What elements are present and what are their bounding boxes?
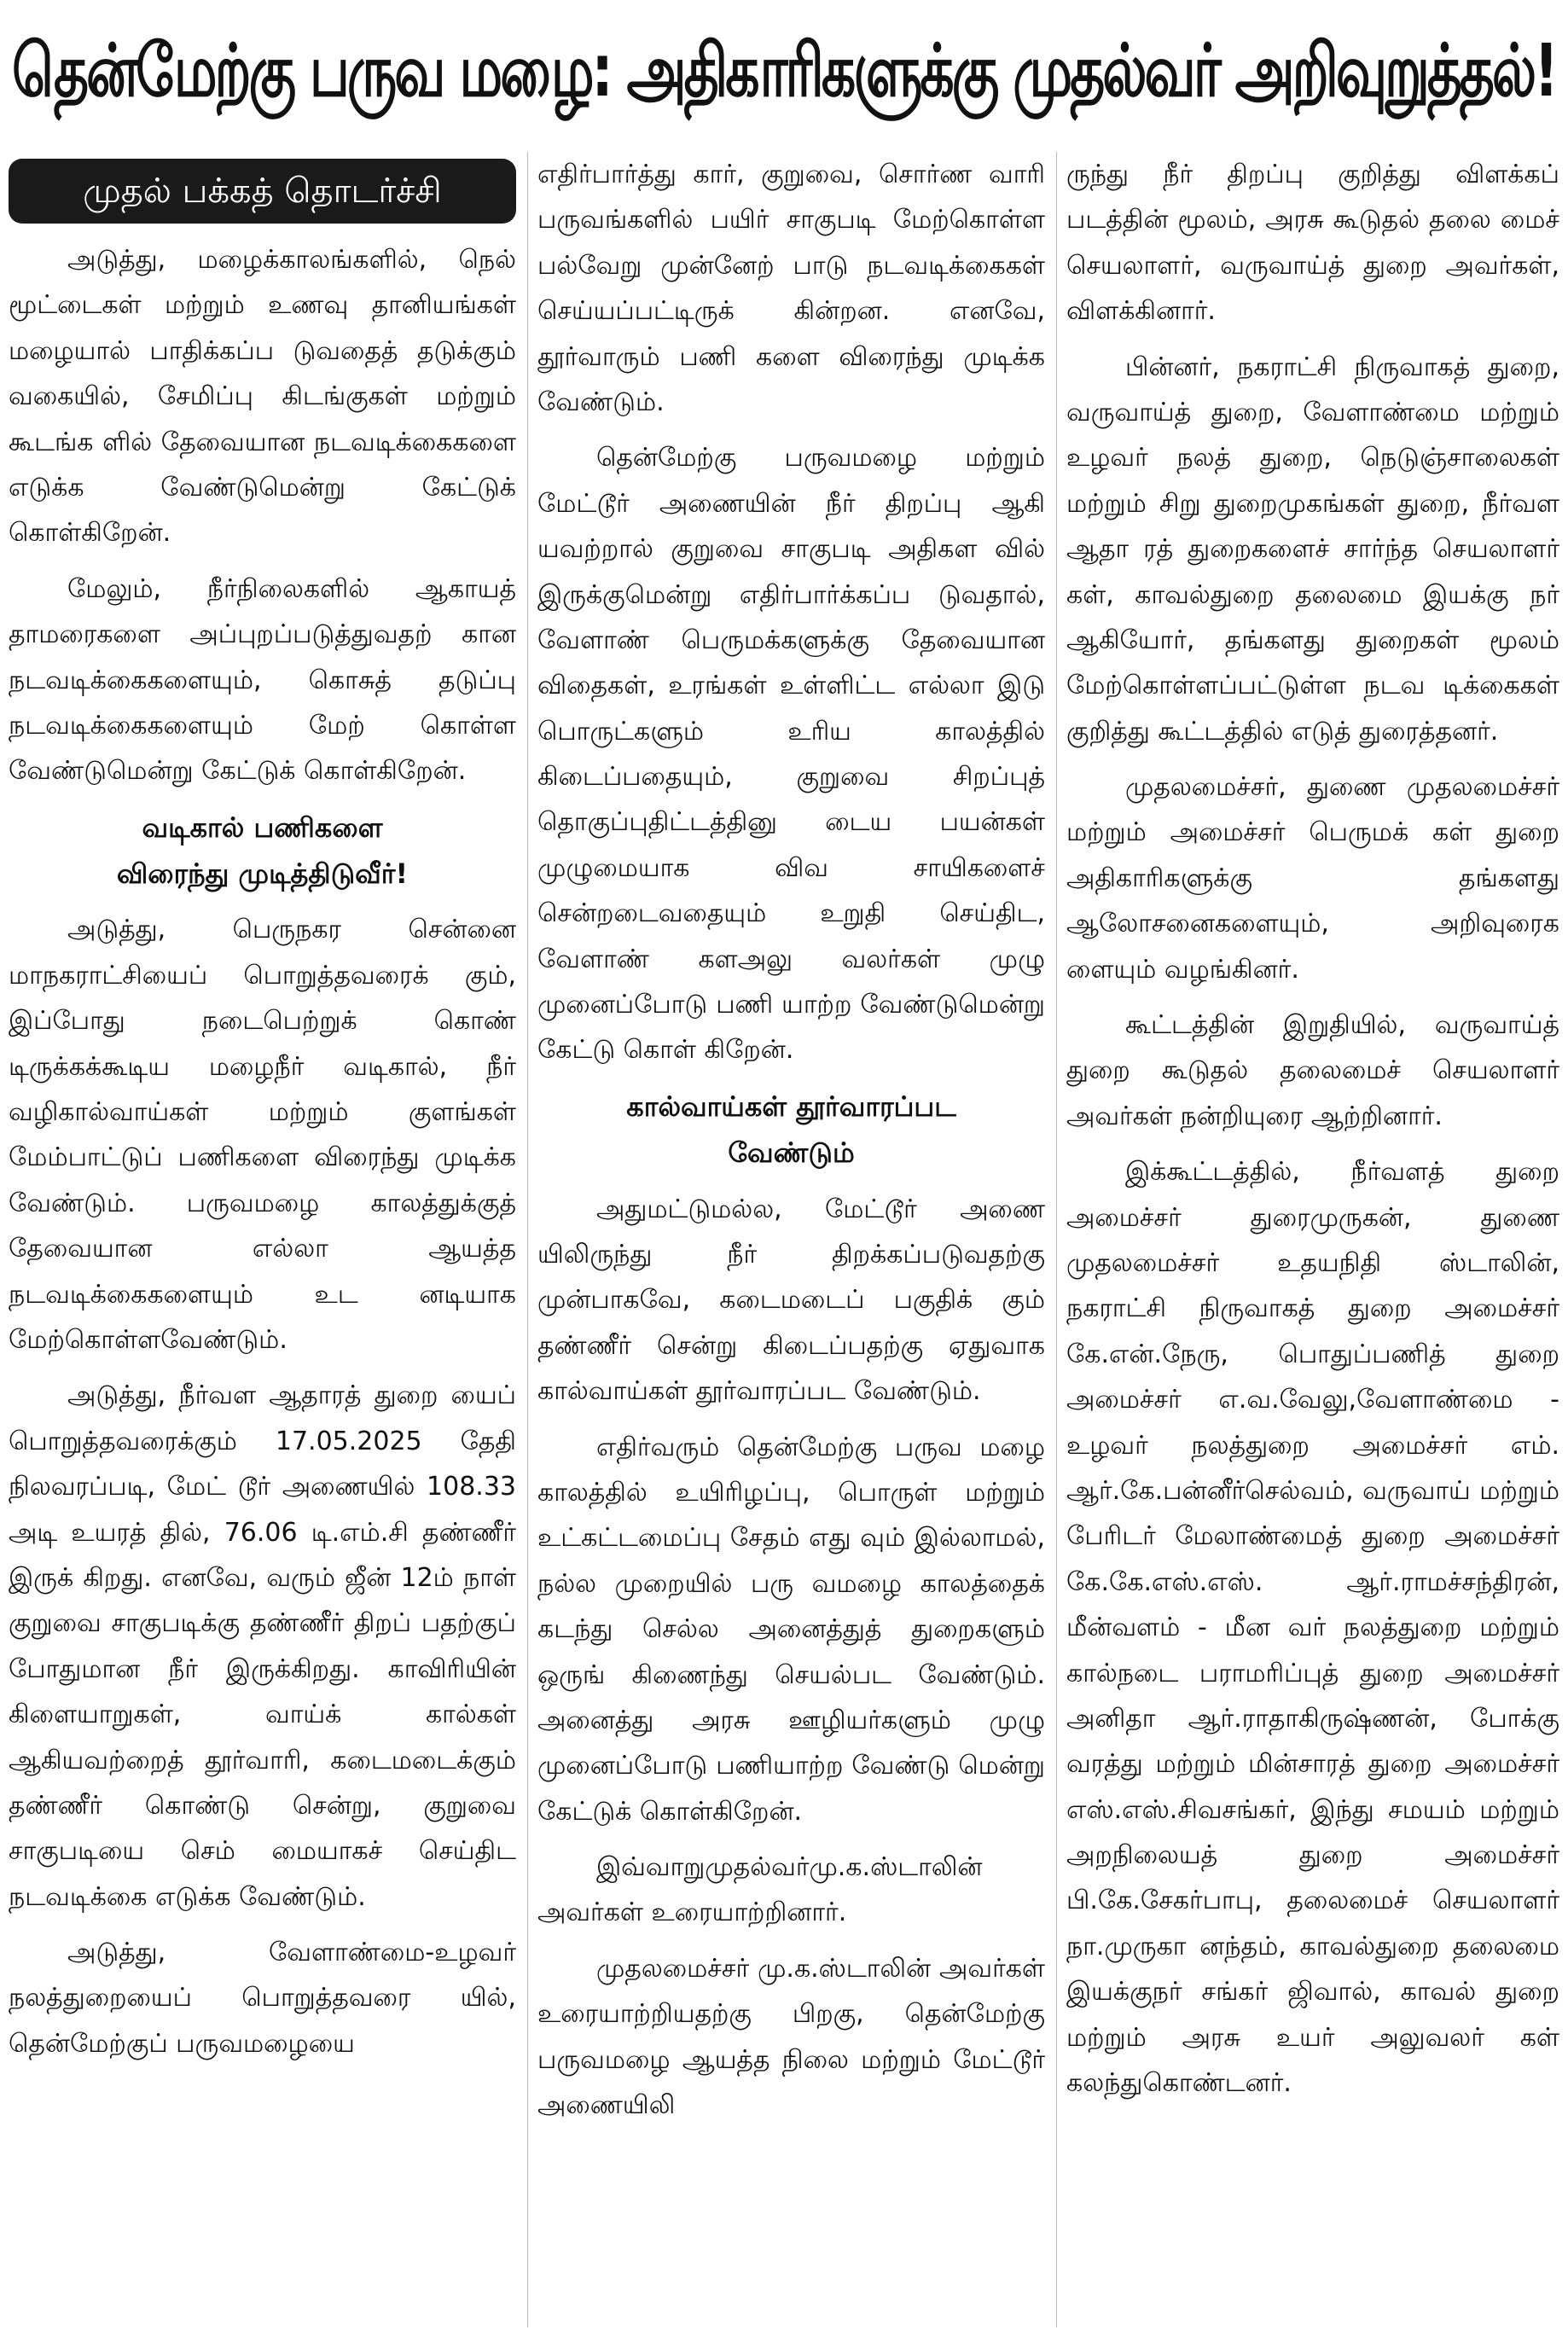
paragraph: அடுத்து, பெருநகர சென்னை மாநகராட்சியைப் பொறுத்தவரைக் கும், இப்போது நடைபெற்றுக் கொண் டிருக்கக்கூடிய மழைநீர் வடிகால், நீர் வழிகால்வாய்கள் மற்றும் குளங்கள் மேம்பாட்டுப் பணிகளை விரைந்து முடிக்க வேண்டும். பருவமழை காலத்துக்குத் தேவையான எல்லா ஆயத்த நடவடிக்கைகளையும் உட னடியாக மேற்கொள்ளவேண்டும். bbox=[9, 915, 516, 1355]
column-divider bbox=[527, 152, 528, 2327]
article-columns bbox=[9, 152, 1559, 2327]
subheading-line: கால்வாய்கள் தூர்வாரப்பட bbox=[626, 1090, 956, 1123]
paragraph: முதலமைச்சர், துணை முதலமைச்சர் மற்றும் அமைச்சர் பெருமக் கள் துறை அதிகாரிகளுக்கு தங்களது ஆலோசனைகளையும், அறிவுரைக ளையும் வழங்கினர். bbox=[1066, 772, 1559, 985]
paragraph: பின்னர், நகராட்சி நிருவாகத் துறை, வருவாய்த் துறை, வேளாண்மை மற்றும் உழவர் நலத் துறை, நெடுஞ்சாலைகள் மற்றும் சிறு துறைமுகங்கள் துறை, நீர்வள ஆதா ரத் துறைகளைச் சார்ந்த செயலாளர் கள், காவல்துறை தலைமை இயக்கு நர் ஆகியோர், தங்களது துறைகள் மூலம் மேற்கொள்ளப்பட்டுள்ள நடவ டிக்கைகள் குறித்து கூட்டத்தில் எடுத் துரைத்தனர். bbox=[1066, 352, 1559, 747]
paragraph: இவ்வாறுமுதல்வர்மு.க.ஸ்டாலின் அவர்கள் உரையாற்றினார். bbox=[537, 1852, 983, 1928]
column-3 bbox=[1066, 152, 1559, 2327]
paragraph: அடுத்து, வேளாண்மை-உழவர் நலத்துறையைப் பொறுத்தவரை யில், தென்மேற்குப் பருவமழையை bbox=[9, 1938, 516, 2059]
subheading bbox=[537, 1084, 1045, 1177]
paragraph: இக்கூட்டத்தில், நீர்வளத் துறை அமைச்சர் துரைமுருகன், துணை முதலமைச்சர் உதயநிதி ஸ்டாலின், நகராட்சி நிருவாகத் துறை அமைச்சர் கே.என்.நேரு, பொதுப்பணித் துறை அமைச்சர் எ.வ.வேலு,வேளாண்மை - உழவர் நலத்துறை அமைச்சர் எம். ஆர்.கே.பன்னீர்செல்வம், வருவாய் மற்றும் பேரிடர் மேலாண்மைத் துறை அமைச்சர் கே.கே.எஸ்.எஸ். ஆர்.ராமச்சந்திரன், மீன்வளம் - மீன வர் நலத்துறை மற்றும் கால்நடை பராமரிப்புத் துறை அமைச்சர் அனிதா ஆர்.ராதாகிருஷ்ணன், போக்கு வரத்து மற்றும் மின்சாரத் துறை அமைச்சர் எஸ்.எஸ்.சிவசங்கர், இந்து சமயம் மற்றும் அறநிலையத் துறை அமைச்சர் பி.கே.சேகர்பாபு, தலைமைச் செயலாளர் நா.முருகா னந்தம், காவல்துறை தலைமை இயக்குநர் சங்கர் ஜிவால், காவல் துறை மற்றும் அரசு உயர் அலுவலர் கள் கலந்துகொண்டனர். bbox=[1066, 1157, 1559, 2099]
paragraph: அடுத்து, நீர்வள ஆதாரத் துறை யைப் பொறுத்தவரைக்கும் 17.05.2025 தேதி நிலவரப்படி, மேட் டூர் அணையில் 108.33 அடி உயரத் தில், 76.06 டி.எம்.சி தண்ணீர் இருக் கிறது. எனவே, வரும் ஜீன் 12ம் நாள் குறுவை சாகுபடிக்கு தண்ணீர் திறப் பதற்குப் போதுமான நீர் இருக்கிறது. காவிரியின் கிளையாறுகள், வாய்க் கால்கள் ஆகியவற்றைத் தூர்வாரி, கடைமடைக்கும் தண்ணீர் கொண்டு சென்று, குறுவை சாகுபடியை செம் மையாகச் செய்திட நடவடிக்கை எடுக்க வேண்டும். bbox=[9, 1380, 516, 1912]
subheading-line: வேண்டும் bbox=[728, 1136, 855, 1170]
paragraph: முதலமைச்சர் மு.க.ஸ்டாலின் அவர்கள் உரையாற்றியதற்கு பிறகு, தென்மேற்கு பருவமழை ஆயத்த நிலை மற்றும் மேட்டூர் அணையிலி bbox=[537, 1953, 1045, 2121]
column-divider bbox=[1056, 152, 1057, 2327]
paragraph: எதிர்வரும் தென்மேற்கு பருவ மழை காலத்தில் உயிரிழப்பு, பொருள் மற்றும் உட்கட்டமைப்பு சேதம் எது வும் இல்லாமல், நல்ல முறையில் பரு வமழை காலத்தைக் கடந்து செல்ல அனைத்துத் துறைகளும் ஒருங் கிணைந்து செயல்பட வேண்டும். அனைத்து அரசு ஊழியர்களும் முழு முனைப்போடு பணியாற்ற வேண்டு மென்று கேட்டுக் கொள்கிறேன். bbox=[537, 1432, 1045, 1827]
paragraph: ருந்து நீர் திறப்பு குறித்து விளக்கப் படத்தின் மூலம், அரசு கூடுதல் தலை மைச் செயலாளர், வருவாய்த் துறை அவர்கள், விளக்கினார். bbox=[1066, 160, 1559, 327]
column-1 bbox=[9, 152, 516, 2327]
column-2 bbox=[537, 152, 1045, 2327]
continuation-tag: முதல் பக்கத் தொடர்ச்சி bbox=[9, 159, 516, 224]
subheading-line: வடிகால் பணிகளை bbox=[142, 811, 383, 844]
paragraph: தென்மேற்கு பருவமழை மற்றும் மேட்டூர் அணையின் நீர் திறப்பு ஆகி யவற்றால் குறுவை சாகுபடி அதிகள வில் இருக்குமென்று எதிர்பார்க்கப்ப டுவதால், வேளாண் பெருமக்களுக்கு தேவையான விதைகள், உரங்கள் உள்ளிட்ட எல்லா இடு பொருட்களும் உரிய காலத்தில் கிடைப்பதையும், குறுவை சிறப்புத் தொகுப்புதிட்டத்தினு டைய பயன்கள் முழுமையாக விவ சாயிகளைச் சென்றடைவதையும் உறுதி செய்திட, வேளாண் களஅலு வலர்கள் முழு முனைப்போடு பணி யாற்ற வேண்டுமென்று கேட்டு கொள் கிறேன். bbox=[537, 443, 1045, 1066]
paragraph: மேலும், நீர்நிலைகளில் ஆகாயத் தாமரைகளை அப்புறப்படுத்துவதற் கான நடவடிக்கைகளையும், கொசுத் தடுப்பு நடவடிக்கைகளையும் மேற் கொள்ள வேண்டுமென்று கேட்டுக் கொள்கிறேன். bbox=[9, 573, 516, 787]
paragraph: அதுமட்டுமல்ல, மேட்டூர் அணை யிலிருந்து நீர் திறக்கப்படுவதற்கு முன்பாகவே, கடைமடைப் பகுதிக் கும் தண்ணீர் சென்று கிடைப்பதற்கு ஏதுவாக கால்வாய்கள் தூர்வாரப்பட வேண்டும். bbox=[537, 1194, 1045, 1407]
paragraph: கூட்டத்தின் இறுதியில், வருவாய்த் துறை கூடுதல் தலைமைச் செயலாளர் அவர்கள் நன்றியுரை ஆற்றினார். bbox=[1066, 1010, 1559, 1131]
subheading-line: விரைந்து முடித்திடுவீர்! bbox=[116, 857, 409, 891]
subheading bbox=[9, 805, 516, 898]
paragraph: எதிர்பார்த்து கார், குறுவை, சொர்ண வாரி பருவங்களில் பயிர் சாகுபடி மேற்கொள்ள பல்வேறு முன்னேற் பாடு நடவடிக்கைகள் செய்யப்பட்டிருக் கின்றன. எனவே, தூர்வாரும் பணி களை விரைந்து முடிக்க வேண்டும். bbox=[537, 160, 1045, 417]
paragraph: அடுத்து, மழைக்காலங்களில், நெல் மூட்டைகள் மற்றும் உணவு தானியங்கள் மழையால் பாதிக்கப்ப டுவதைத் தடுக்கும் வகையில், சேமிப்பு கிடங்குகள் மற்றும் கூடங்க ளில் தேவையான நடவடிக்கைகளை எடுக்க வேண்டுமென்று கேட்டுக் கொள்கிறேன். bbox=[9, 245, 516, 549]
headline: தென்மேற்கு பருவ மழை: அதிகாரிகளுக்கு முதல்வர் அறிவுறுத்தல்! bbox=[12, 28, 1556, 113]
